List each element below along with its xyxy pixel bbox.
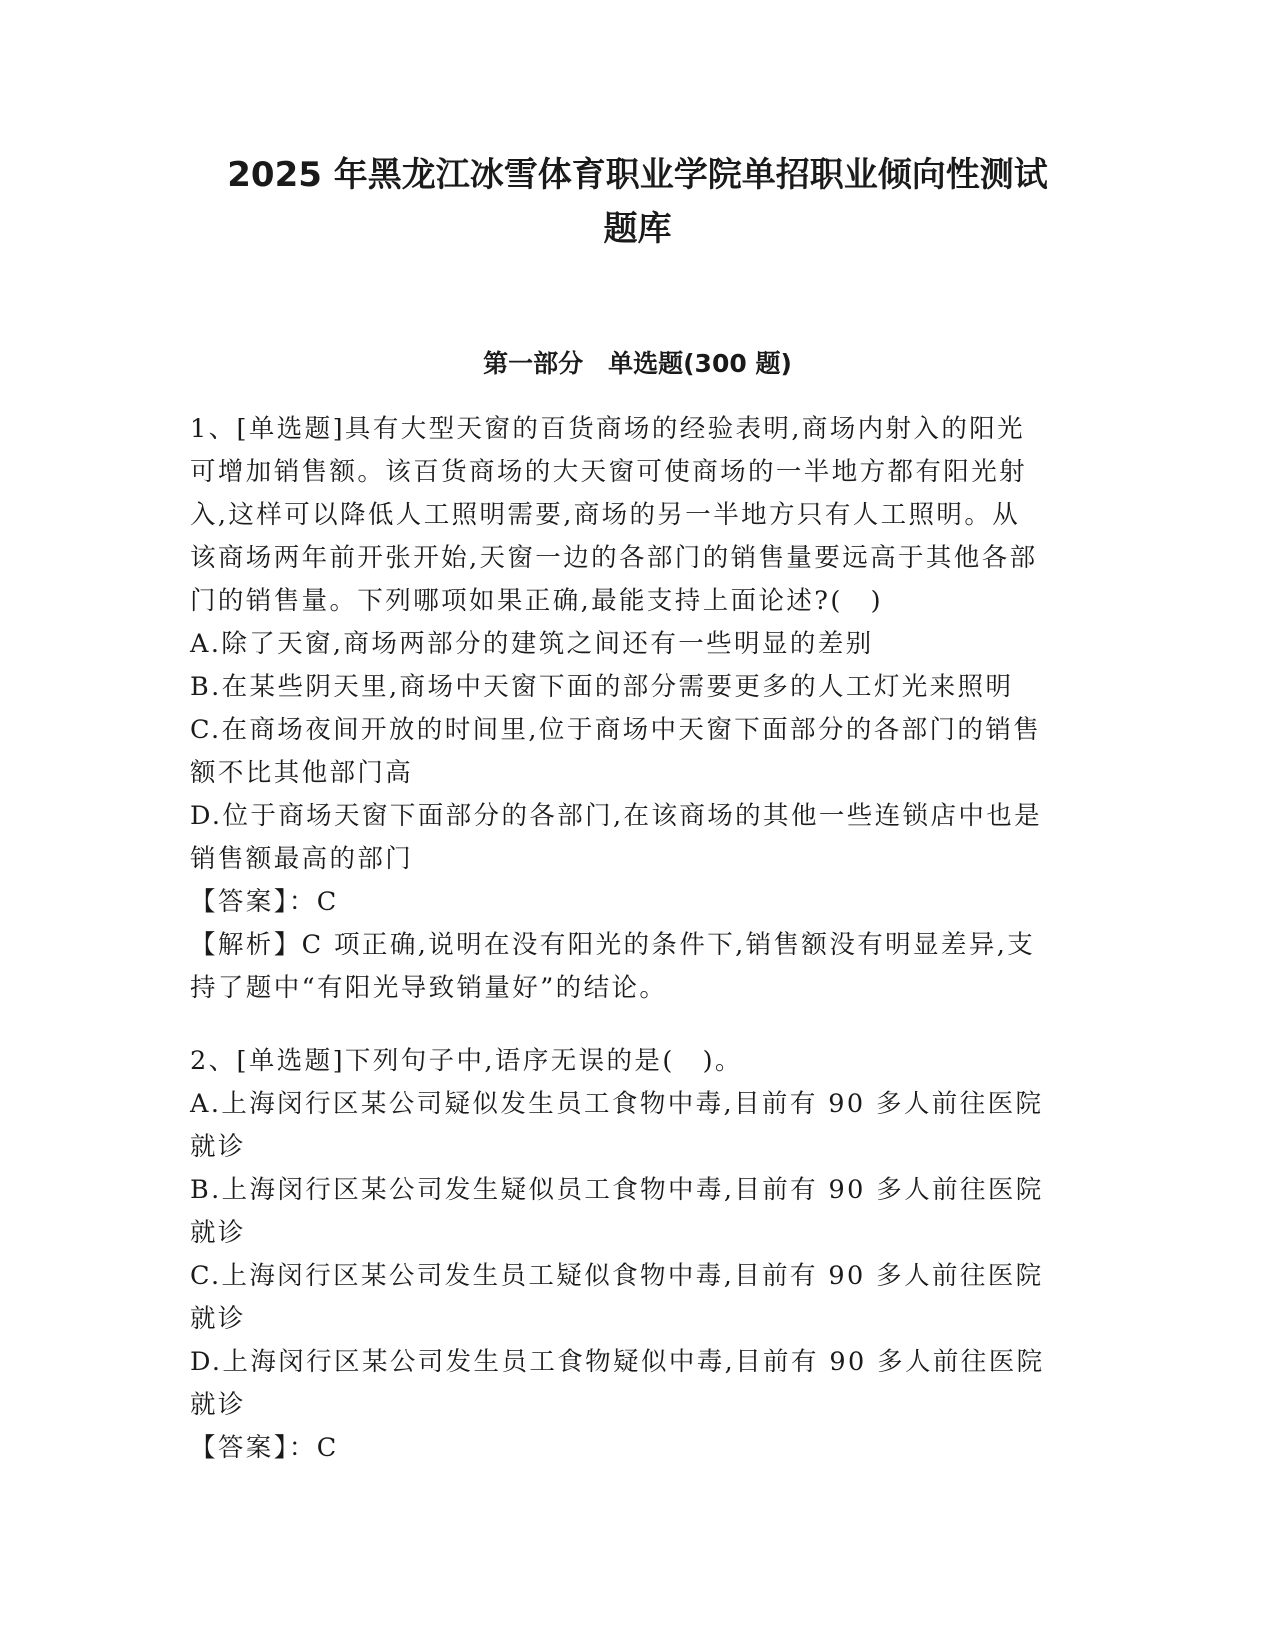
- option-d-line: 销售额最高的部门: [190, 844, 414, 874]
- question-stem: [190, 1040, 1090, 1083]
- option-c-line: 就诊: [190, 1304, 246, 1334]
- option-a-line: A.除了天窗,商场两部分的建筑之间还有一些明显的差别: [190, 629, 874, 659]
- section-heading: 第一部分 单选题(300 题): [483, 349, 792, 378]
- question-stem-line: 门的销售量。下列哪项如果正确,最能支持上面论述?( ): [190, 586, 883, 616]
- option-a-line: A.上海闵行区某公司疑似发生员工食物中毒,目前有 90 多人前往医院: [190, 1089, 1044, 1119]
- question-stem-line: 2、[单选题]下列句子中,语序无误的是( )。: [190, 1046, 743, 1076]
- document-title: [150, 148, 1125, 256]
- option-d-line: 就诊: [190, 1390, 246, 1420]
- answer-line: 【答案】：C: [190, 1433, 339, 1463]
- question-options: [190, 623, 1090, 881]
- answer-line: 【答案】：C: [190, 887, 339, 917]
- analysis-line: 持了题中“有阳光导致销量好”的结论。: [190, 973, 668, 1003]
- option-c-line: 额不比其他部门高: [190, 758, 414, 788]
- analysis: [190, 924, 1090, 1010]
- question-stem-line: 1、[单选题]具有大型天窗的百货商场的经验表明,商场内射入的阳光: [190, 414, 1026, 444]
- option-a-line: 就诊: [190, 1132, 246, 1162]
- question-stem-line: 该商场两年前开张开始,天窗一边的各部门的销售量要远高于其他各部: [190, 543, 1038, 573]
- option-b-line: B.上海闵行区某公司发生疑似员工食物中毒,目前有 90 多人前往医院: [190, 1175, 1044, 1205]
- question-stem-line: 可增加销售额。该百货商场的大天窗可使商场的一半地方都有阳光射: [190, 457, 1028, 487]
- document-title-line-2: 题库: [603, 209, 672, 249]
- question-stem: [190, 408, 1090, 623]
- option-c-line: C.在商场夜间开放的时间里,位于商场中天窗下面部分的各部门的销售: [190, 715, 1042, 745]
- option-b-line: 就诊: [190, 1218, 246, 1248]
- option-d-line: D.位于商场天窗下面部分的各部门,在该商场的其他一些连锁店中也是: [190, 801, 1043, 831]
- question-1: [190, 408, 1090, 1010]
- option-d-line: D.上海闵行区某公司发生员工食物疑似中毒,目前有 90 多人前往医院: [190, 1347, 1045, 1377]
- question-options: [190, 1083, 1090, 1427]
- analysis-line: 【解析】C 项正确,说明在没有阳光的条件下,销售额没有明显差异,支: [190, 930, 1036, 960]
- question-stem-line: 入,这样可以降低人工照明需要,商场的另一半地方只有人工照明。从: [190, 500, 1021, 530]
- question-2: [190, 1040, 1090, 1470]
- option-b-line: B.在某些阴天里,商场中天窗下面的部分需要更多的人工灯光来照明: [190, 672, 1014, 702]
- document-title-line-1: 2025 年黑龙江冰雪体育职业学院单招职业倾向性测试: [227, 155, 1048, 195]
- option-c-line: C.上海闵行区某公司发生员工疑似食物中毒,目前有 90 多人前往医院: [190, 1261, 1044, 1291]
